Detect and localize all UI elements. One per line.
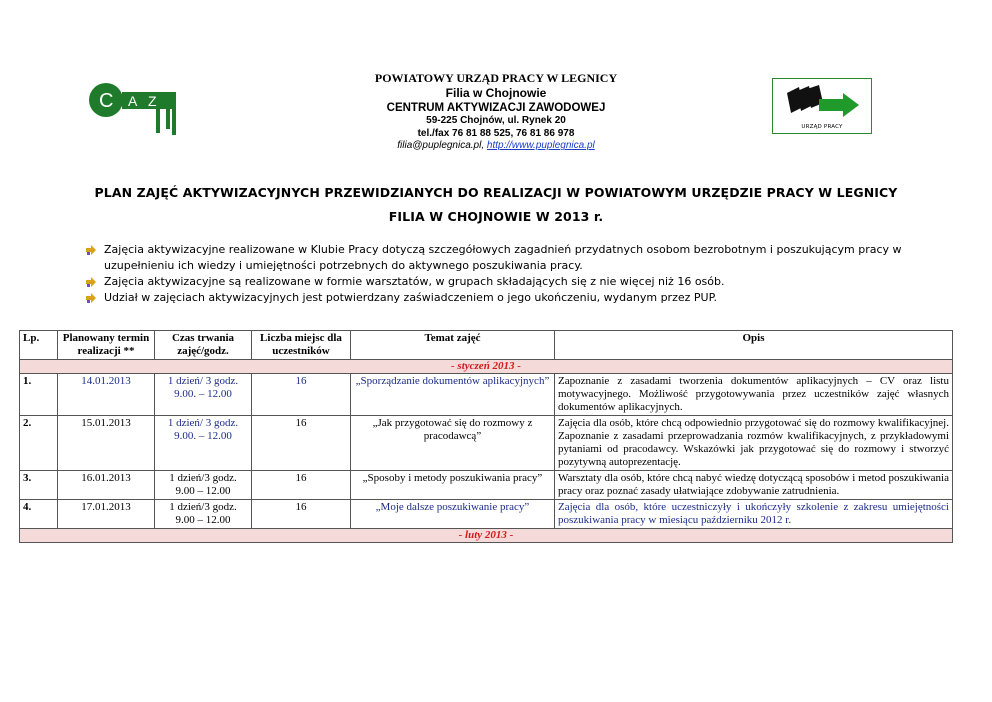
cell-date: 16.01.2013 [58, 471, 155, 500]
col-header-lp: Lp. [20, 331, 58, 360]
cell-date: 15.01.2013 [58, 416, 155, 471]
cell-places: 16 [252, 500, 351, 529]
center-name: CENTRUM AKTYWIZACJI ZAWODOWEJ [386, 102, 606, 114]
bullet-arrow-icon [86, 293, 96, 303]
pup-logo-caption: URZĄD PRACY [801, 124, 843, 130]
table-header-row [20, 331, 953, 360]
cell-date: 17.01.2013 [58, 500, 155, 529]
office-name: POWIATOWY URZĄD PRACY W LEGNICY [374, 71, 618, 85]
cell-description: Warsztaty dla osób, które chcą nabyć wiedzę dotyczącą sposobów i metod poszukiwania pracy oraz poznać zasady ułatwiające zdobywanie zatrudnienia. [555, 471, 953, 500]
table-row [20, 500, 953, 529]
month-row-february [20, 529, 953, 543]
svg-text:Z: Z [148, 93, 157, 109]
cell-places: 16 [252, 471, 351, 500]
cell-date: 14.01.2013 [58, 374, 155, 416]
cell-description: Zajęcia dla osób, które uczestniczyły i ukończyły szkolenie z zakresu umiejętności poszukiwania pracy w miesiącu październiku 2012 r. [555, 500, 953, 529]
month-row-january [20, 360, 953, 374]
cell-lp: 3. [20, 471, 58, 500]
document-title [40, 181, 952, 229]
col-header-temat: Temat zajęć [351, 331, 555, 360]
cell-topic: „Sporządzanie dokumentów aplikacyjnych” [351, 374, 555, 416]
col-header-czas: Czas trwania zajęć/godz. [155, 331, 252, 360]
col-header-termin: Planowany termin realizacji ** [58, 331, 155, 360]
cell-places: 16 [252, 374, 351, 416]
cell-places: 16 [252, 416, 351, 471]
bullet-arrow-icon [86, 245, 96, 255]
phone-fax: tel./fax 76 81 88 525, 76 81 86 978 [417, 127, 575, 139]
contact-separator: , [481, 140, 487, 152]
info-item: Udział w zajęciach aktywizacyjnych jest potwierdzany zaświadczeniem o jego ukończeniu, wydanym przez PUP. [86, 290, 966, 306]
cell-lp: 1. [20, 374, 58, 416]
info-list [86, 242, 966, 306]
cell-description: Zapoznanie z zasadami tworzenia dokumentów aplikacyjnych – CV oraz listu motywacyjnego. Możliwość przygotowywania przez uczestników zajęć własnych dokumentów aplikacyjnych. [555, 374, 953, 416]
cell-duration: 1 dzień/3 godz. 9.00 – 12.00 [155, 500, 252, 529]
letterhead [300, 71, 692, 153]
month-label: - luty 2013 - [20, 529, 953, 543]
website-link[interactable]: http://www.puplegnica.pl [486, 140, 595, 152]
info-item: Zajęcia aktywizacyjne realizowane w Klubie Pracy dotyczą szczegółowych zagadnień przydatnych osobom bezrobotnym i poszukującym pracy w uzupełnieniu ich wiedzy i umiejętności potrzebnych do aktywnego poszukiwania pracy. [86, 242, 966, 274]
address: 59-225 Chojnów, ul. Rynek 20 [426, 115, 566, 127]
info-item: Zajęcia aktywizacyjne są realizowane w formie warsztatów, w grupach składających się z nie więcej niż 16 osób. [86, 274, 966, 290]
schedule-table [19, 330, 953, 543]
branch-name: Filia w Chojnowie [445, 86, 547, 100]
caz-logo [88, 74, 180, 136]
cell-lp: 2. [20, 416, 58, 471]
cell-topic: „Moje dalsze poszukiwanie pracy” [351, 500, 555, 529]
cell-topic: „Sposoby i metody poszukiwania pracy” [351, 471, 555, 500]
bullet-arrow-icon [86, 277, 96, 287]
col-header-liczba: Liczba miejsc dla uczestników [252, 331, 351, 360]
svg-text:C: C [99, 90, 114, 112]
table-row [20, 471, 953, 500]
contact-line [300, 140, 692, 153]
month-label: - styczeń 2013 - [20, 360, 953, 374]
cell-duration: 1 dzień/ 3 godz. 9.00. – 12.00 [155, 374, 252, 416]
pup-logo-graphic [773, 79, 871, 123]
title-line-2: FILIA W CHOJNOWIE W 2013 r. [388, 209, 604, 224]
cell-lp: 4. [20, 500, 58, 529]
cell-topic: „Jak przygotować się do rozmowy z pracodawcą” [351, 416, 555, 471]
cell-duration: 1 dzień/ 3 godz. 9.00. – 12.00 [155, 416, 252, 471]
title-line-1: PLAN ZAJĘĆ AKTYWIZACYJNYCH PRZEWIDZIANYCH DO REALIZACJI W POWIATOWYM URZĘDZIE PRACY W LEGNICY [94, 185, 898, 200]
cell-description: Zajęcia dla osób, które chcą odpowiednio przygotować się do rozmowy kwalifikacyjnej. Zapoznanie z zasadami przeprowadzania rozmów kwalifikacyjnych, z przykładowymi pytaniami od pracodawcy. Wskazówki jak przygotować się do rozmowy i stworzyć pozytywną autoprezentację. [555, 416, 953, 471]
col-header-opis: Opis [555, 331, 953, 360]
pup-logo [772, 78, 872, 134]
svg-text:A: A [128, 93, 138, 109]
table-row [20, 374, 953, 416]
cell-duration: 1 dzień/3 godz. 9.00 – 12.00 [155, 471, 252, 500]
table-row [20, 416, 953, 471]
email-text: filia@puplegnica.pl [397, 140, 482, 152]
